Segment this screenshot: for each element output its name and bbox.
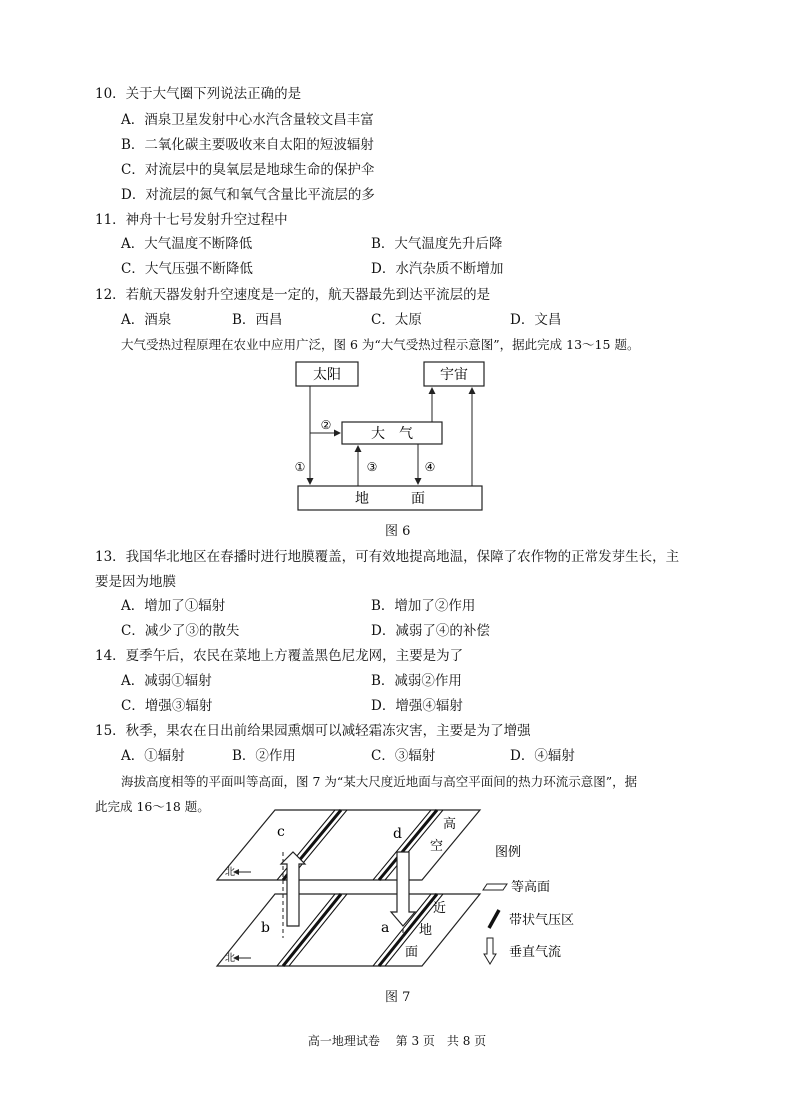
- sun-label: 太阳: [313, 367, 341, 383]
- q10-option-c: C．对流层中的臭氧层是地球生命的保护伞: [121, 162, 375, 178]
- q14-option-a: A．减弱①辐射: [121, 673, 212, 689]
- q13-option-b: B．增加了②作用: [371, 598, 476, 614]
- q15-stem: 15．秋季，果农在日出前给果园熏烟可以减轻霜冻灾害，主要是为了增强: [95, 723, 531, 739]
- q12-option-b: B．西昌: [232, 312, 283, 328]
- legend-plane-label: 等高面: [511, 880, 551, 895]
- q13-stem-line1: 13．我国华北地区在春播时进行地膜覆盖，可有效地提高地温，保障了农作物的正常发芽生长，主: [95, 549, 680, 565]
- figure-7-diagram: [215, 808, 595, 978]
- near-ground-label-1: 近: [433, 901, 447, 916]
- legend-flow-icon: [484, 938, 496, 964]
- q11-option-c: C．大气压强不断降低: [121, 261, 253, 277]
- q15-option-b: B．②作用: [232, 748, 296, 764]
- q12-stem: 12．若航天器发射升空速度是一定的，航天器最先到达平流层的是: [95, 287, 491, 303]
- label-b: b: [261, 920, 270, 936]
- q13-option-d: D．减弱了④的补偿: [371, 623, 490, 639]
- q15-option-c: C．③辐射: [371, 748, 436, 764]
- space-label: 宇宙: [440, 367, 468, 383]
- near-ground-label-2: 地: [419, 923, 433, 938]
- q11-option-b: B．大气温度先升后降: [371, 236, 503, 252]
- marker-1: ①: [294, 460, 306, 474]
- marker-2: ②: [320, 418, 332, 432]
- legend-flow-label: 垂直气流: [509, 945, 562, 960]
- label-d: d: [393, 826, 402, 842]
- q11-option-d: D．水汽杂质不断增加: [371, 261, 504, 277]
- legend-title: 图例: [495, 845, 522, 860]
- q10-stem: 10．关于大气圈下列说法正确的是: [95, 86, 302, 102]
- q12-option-a: A．酒泉: [121, 312, 172, 328]
- ground-label: 地 面: [355, 491, 425, 507]
- atmosphere-label: 大 气: [371, 426, 413, 442]
- marker-4: ④: [424, 460, 436, 474]
- legend-plane-icon: [483, 884, 507, 890]
- q13-option-c: C．减少了③的散失: [121, 623, 240, 639]
- intro-16-18-line2: 此完成 16～18 题。: [95, 799, 210, 814]
- q10-option-b: B．二氧化碳主要吸收来自太阳的短波辐射: [121, 137, 374, 153]
- near-ground-label-3: 面: [405, 945, 419, 960]
- q14-option-d: D．增强④辐射: [371, 698, 463, 714]
- north-label-upper: 北: [225, 867, 235, 878]
- q14-option-c: C．增强③辐射: [121, 698, 213, 714]
- label-a: a: [381, 920, 390, 936]
- figure-6-caption: 图 6: [385, 524, 411, 539]
- q12-option-c: C．太原: [371, 312, 422, 328]
- page-footer: 高一地理试卷 第 3 页 共 8 页: [307, 1034, 487, 1048]
- legend-belt-label: 带状气压区: [509, 913, 575, 928]
- q10-option-a: A．酒泉卫星发射中心水汽含量较文昌丰富: [121, 112, 374, 128]
- q14-option-b: B．减弱②作用: [371, 673, 462, 689]
- q15-option-a: A．①辐射: [121, 748, 185, 764]
- q12-option-d: D．文昌: [510, 312, 562, 328]
- high-altitude-label-1: 高: [443, 817, 457, 832]
- q15-option-d: D．④辐射: [510, 748, 575, 764]
- legend-belt-icon: [489, 910, 499, 928]
- q10-option-d: D．对流层的氮气和氧气含量比平流层的多: [121, 187, 375, 203]
- figure-6-diagram: [290, 356, 490, 514]
- marker-3: ③: [366, 460, 378, 474]
- north-label-lower: 北: [225, 953, 235, 964]
- q13-stem-line2: 要是因为地膜: [95, 574, 176, 590]
- q13-option-a: A．增加了①辐射: [121, 598, 226, 614]
- intro-16-18-line1: 海拔高度相等的平面叫等高面，图 7 为“某大尺度近地面与高空平面间的热力环流示意图”，据: [121, 774, 638, 789]
- q11-option-a: A．大气温度不断降低: [121, 236, 253, 252]
- intro-13-15: 大气受热过程原理在农业中应用广泛，图 6 为“大气受热过程示意图”，据此完成 13～15 题。: [121, 337, 640, 352]
- q11-stem: 11．神舟十七号发射升空过程中: [95, 212, 288, 228]
- label-c: c: [277, 824, 285, 840]
- high-altitude-label-2: 空: [430, 839, 444, 854]
- figure-7-caption: 图 7: [385, 990, 411, 1005]
- q14-stem: 14．夏季午后，农民在菜地上方覆盖黑色尼龙网，主要是为了: [95, 648, 464, 664]
